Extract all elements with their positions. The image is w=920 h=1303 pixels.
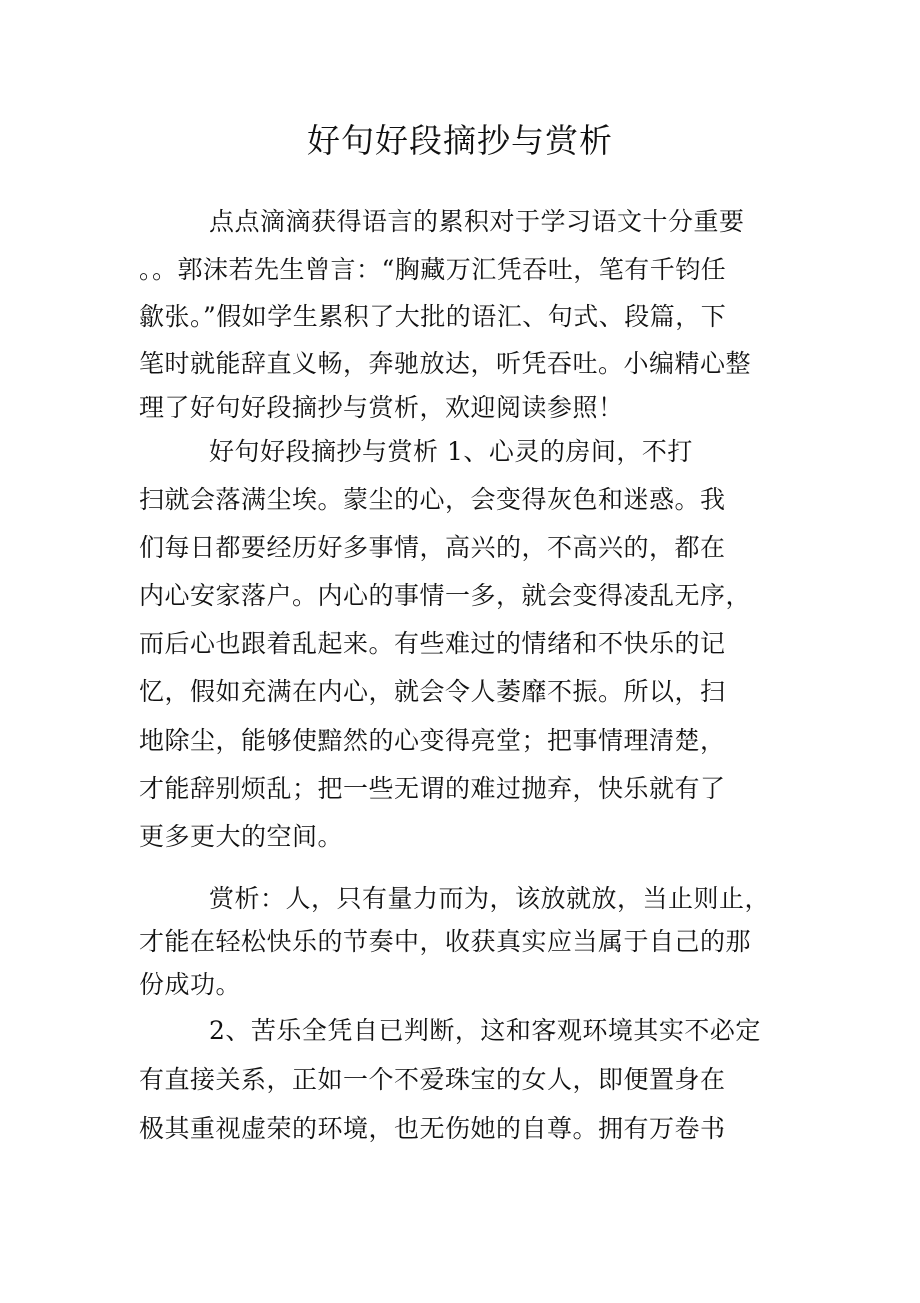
- text-line: 地除尘，能够使黯然的心变得亮堂；把事情理清楚，: [139, 726, 726, 755]
- text-line: 2、苦乐全凭自已判断，这和客观环境其实不必定: [209, 1016, 761, 1045]
- text-line: 。。郭沫若先生曾言：“胸藏万汇凭吞吐，笔有千钧任: [139, 255, 727, 284]
- text-line: 扫就会落满尘埃。蒙尘的心，会变得灰色和迷惑。我: [139, 485, 726, 514]
- text-line: 才能辞别烦乱；把一些无谓的难过抛弃，快乐就有了: [139, 774, 726, 803]
- text-line: 好句好段摘抄与赏析 1、心灵的房间，不打: [209, 437, 693, 466]
- text-line: 笔时就能辞直义畅，奔驰放达，听凭吞吐。小编精心整: [139, 349, 752, 378]
- text-line: 理了好句好段摘抄与赏析，欢迎阅读参照！: [139, 393, 624, 422]
- text-line: 而后心也跟着乱起来。有些难过的情绪和不快乐的记: [139, 629, 726, 658]
- text-line: 歙张。”假如学生累积了大批的语汇、句式、段篇，下: [139, 302, 727, 331]
- text-line: 有直接关系，正如一个不爱珠宝的女人，即便置身在: [139, 1065, 726, 1094]
- text-line: 份成功。: [139, 970, 242, 999]
- text-line: 才能在轻松快乐的节奏中，收获真实应当属于自己的那: [139, 927, 752, 956]
- text-line: 赏析：人，只有量力而为，该放就放，当止则止，: [209, 884, 771, 913]
- text-line: 们每日都要经历好多事情，高兴的，不高兴的，都在: [139, 533, 726, 562]
- document-title: 好句好段摘抄与赏析: [307, 121, 613, 160]
- text-line: 更多更大的空间。: [139, 822, 344, 851]
- text-line: 忆，假如充满在内心，就会令人萎靡不振。所以，扫: [139, 677, 726, 706]
- text-line: 极其重视虚荣的环境，也无伤她的自尊。拥有万卷书: [139, 1114, 726, 1143]
- text-line: 点点滴滴获得语言的累积对于学习语文十分重要: [209, 207, 745, 236]
- text-line: 内心安家落户。内心的事情一多，就会变得凌乱无序，: [139, 581, 752, 610]
